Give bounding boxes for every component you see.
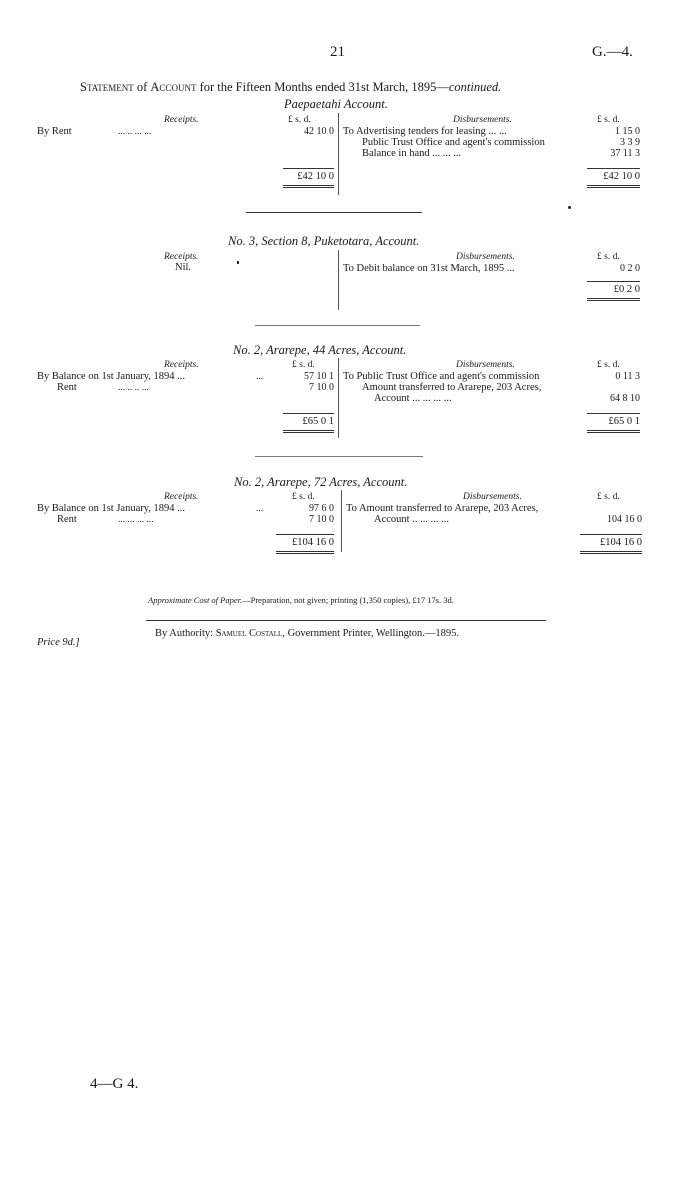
- title-rest: for the Fifteen Months ended 31st March, 1895—: [199, 80, 449, 94]
- receipt-row-amount: 7 10 0: [309, 514, 334, 525]
- disbursement-row-text: To Debit balance on 31st March, 1895 ...: [343, 263, 515, 274]
- ink-speck: [237, 261, 239, 264]
- disbursement-row-text: Amount transferred to Ararepe, 203 Acres,: [362, 382, 542, 393]
- receipts-label: Receipts.: [164, 360, 199, 370]
- document-reference: G.—4.: [592, 44, 633, 60]
- price: Price 9d.]: [37, 637, 80, 648]
- disbursement-row-amount: 0 2 0: [620, 263, 640, 274]
- printer-name: Samuel Costall: [215, 628, 283, 639]
- ink-speck: [568, 206, 571, 209]
- disbursements-label: Disbursements.: [456, 360, 515, 370]
- receipt-row-amount: 57 10 1: [304, 371, 334, 382]
- disbursement-row-text: Balance in hand ... ... ...: [362, 148, 462, 159]
- signature-mark: 4—G 4.: [90, 1076, 139, 1092]
- authority-rest: , Government Printer, Wellington.—1895.: [282, 628, 460, 639]
- of-word: of: [136, 80, 148, 94]
- column-divider: [338, 358, 339, 438]
- section-separator: [246, 212, 422, 213]
- account-word: Account: [150, 80, 197, 94]
- currency-header-disb: £ s. d.: [597, 492, 620, 502]
- receipts-total: £65 0 1: [283, 413, 334, 433]
- disbursements-total: £0 2 0: [587, 281, 640, 301]
- disbursement-row-text: Account .. ... ... ...: [374, 514, 449, 525]
- receipt-row-text: Rent: [57, 382, 77, 393]
- receipt-row-leader: ... .. ... ...: [118, 127, 152, 137]
- receipts-label: Receipts.: [164, 115, 199, 125]
- disbursements-total: £42 10 0: [587, 168, 640, 188]
- currency-header: £ s. d.: [292, 492, 315, 502]
- receipt-row-amount: 97 6 0: [309, 503, 334, 514]
- currency-header: £ s. d.: [292, 360, 315, 370]
- receipt-row-amount: 42 10 0: [304, 126, 334, 137]
- disbursements-total: £65 0 1: [587, 413, 640, 433]
- authority-line: [155, 628, 459, 639]
- receipt-row-text: By Rent: [37, 126, 72, 137]
- receipt-row-leader: ... .. .. ...: [118, 383, 149, 393]
- disbursement-row-text: To Public Trust Office and agent's commission: [343, 371, 540, 382]
- currency-header-disb: £ s. d.: [597, 360, 620, 370]
- disbursement-row-amount: 37 11 3: [610, 148, 640, 159]
- section-title: Paepaetahi Account.: [284, 97, 388, 111]
- disbursement-row-amount: 1 15 0: [615, 126, 640, 137]
- cost-label: Approximate Cost of Paper.: [148, 595, 243, 605]
- cost-text: —Preparation, not given; printing (1,350 copies), £17 17s. 3d.: [242, 595, 454, 605]
- page-number: 21: [330, 44, 345, 60]
- section-title: No. 2, Ararepe, 72 Acres, Account.: [234, 475, 408, 489]
- receipt-row-text: By Balance on 1st January, 1894 ...: [37, 371, 186, 382]
- disbursement-row-amount: 104 16 0: [607, 514, 642, 525]
- column-divider: [341, 490, 342, 552]
- section-title: No. 2, Ararepe, 44 Acres, Account.: [233, 343, 407, 357]
- receipt-row-amount: 7 10 0: [309, 382, 334, 393]
- disbursements-label: Disbursements.: [453, 115, 512, 125]
- currency-header: £ s. d.: [288, 115, 311, 125]
- disbursement-row-amount: 3 3 9: [620, 137, 640, 148]
- cost-of-paper-note: [148, 595, 454, 605]
- statement-title: [80, 80, 501, 95]
- disbursement-row-text: Public Trust Office and agent's commission: [362, 137, 545, 148]
- receipts-label: Receipts.: [164, 252, 199, 262]
- section-title: No. 3, Section 8, Puketotara, Account.: [228, 234, 420, 248]
- receipts-total: £42 10 0: [283, 168, 334, 188]
- disbursement-row-text: Account ... ... ... ...: [374, 393, 452, 404]
- disbursement-row-amount: 0 11 3: [615, 371, 640, 382]
- receipt-row-leader: ... ... ... ...: [118, 515, 154, 525]
- footer-rule: [146, 620, 546, 621]
- disbursements-label: Disbursements.: [456, 252, 515, 262]
- title-continued: continued.: [448, 80, 502, 94]
- currency-header-disb: £ s. d.: [597, 252, 620, 262]
- disbursement-row-text: To Amount transferred to Ararepe, 203 Acres,: [346, 503, 539, 514]
- authority-prefix: By Authority:: [155, 628, 214, 639]
- column-divider: [338, 250, 339, 310]
- disbursement-row-amount: 64 8 10: [610, 393, 640, 404]
- receipt-row-leader: ...: [256, 504, 264, 514]
- statement-word: Statement: [80, 80, 134, 94]
- column-divider: [338, 113, 339, 195]
- receipt-row-leader: ...: [256, 372, 264, 382]
- disbursements-label: Disbursements.: [463, 492, 522, 502]
- disbursements-total: £104 16 0: [580, 534, 642, 554]
- receipt-row-text: By Balance on 1st January, 1894 ...: [37, 503, 186, 514]
- disbursement-row-text: To Advertising tenders for leasing ... ...: [343, 126, 507, 137]
- currency-header-disb: £ s. d.: [597, 115, 620, 125]
- receipts-nil: Nil.: [175, 262, 192, 273]
- receipts-total: £104 16 0: [276, 534, 334, 554]
- section-separator: [255, 325, 420, 326]
- section-separator: [255, 456, 423, 457]
- receipts-label: Receipts.: [164, 492, 199, 502]
- receipt-row-text: Rent: [57, 514, 77, 525]
